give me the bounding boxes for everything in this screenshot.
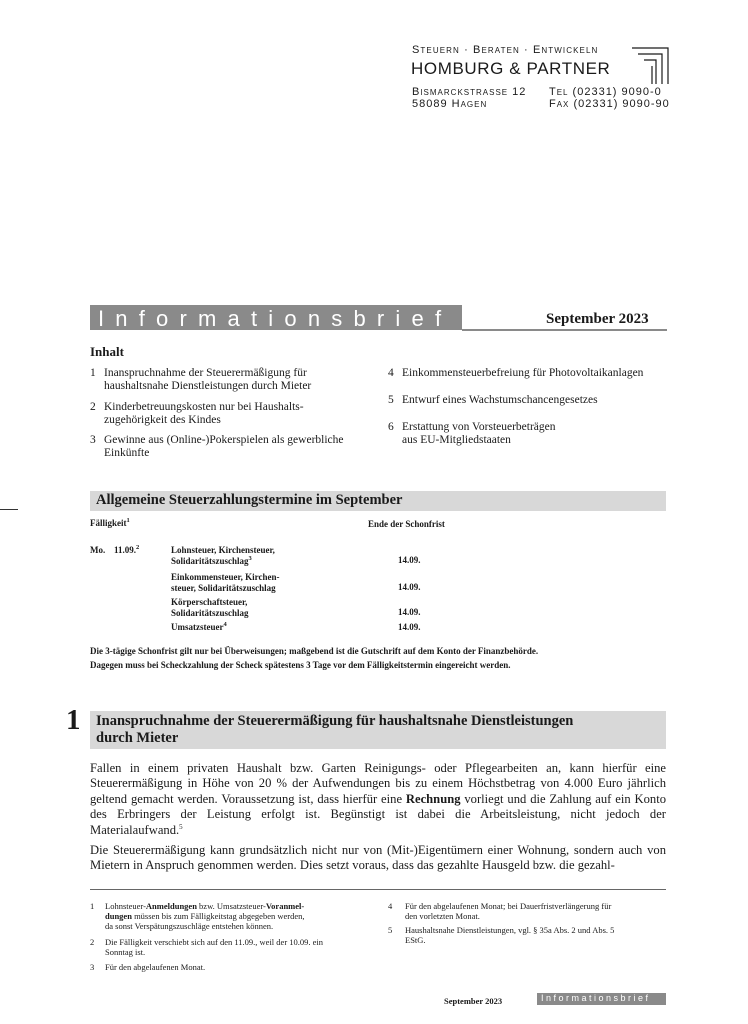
- toc-text: Inanspruchnahme der Steuerermäßigung für haushaltsnahe Dienstleistungen durch Mieter: [104, 367, 312, 392]
- toc-text: Entwurf eines Wachstumschancengesetzes: [402, 394, 598, 406]
- footnote-text: Lohnsteuer-Anmeldungen bzw. Umsatzsteuer-Voranmel- dungen müssen bis zum Fälligkeitstag abgegeben werden, da sonst Verspätungszuschläge entstehen können.: [105, 901, 305, 931]
- grace-end-date: 14.09.: [398, 607, 421, 617]
- toc-number: 1: [90, 367, 96, 379]
- toc-number: 3: [90, 434, 96, 446]
- due-date: 11.09.$^2$: [114, 544, 140, 555]
- grace-end-date: 14.09.: [398, 582, 421, 592]
- toc-number: 6: [388, 421, 394, 433]
- firm-phone: Tel (02331) 9090-0: [549, 86, 662, 98]
- article-title: Inanspruchnahme der Steuerermäßigung für haushaltsnahe Dienstleistungen durch Mieter: [96, 713, 574, 746]
- footnote-text: Die Fälligkeit verschiebt sich auf den 11.09., weil der 10.09. ein Sonntag ist.: [105, 937, 324, 957]
- fold-mark: [0, 509, 18, 510]
- grace-end-date: 14.09.: [398, 555, 421, 565]
- grace-end-date: 14.09.: [398, 622, 421, 632]
- masthead-date: September 2023: [546, 311, 649, 327]
- letterhead-tagline: Steuern · Beraten · Entwickeln: [412, 44, 599, 56]
- firm-logo-icon: [630, 44, 672, 86]
- footer-label: Informationsbrief: [541, 993, 651, 1003]
- article-paragraph: Die Steuerermäßigung kann grundsätzlich nicht nur von (Mit-)Eigentümern einer Wohnung, sondern auch von Mietern in Anspruch genommen werden. Dies setzt voraus, dass das gezahlte Hausgeld bzw. die gezahl-: [90, 843, 666, 873]
- due-day: Mo.: [90, 545, 106, 555]
- toc-text: Einkommensteuerbefreiung für Photovoltaikanlagen: [402, 367, 644, 379]
- toc-text: Erstattung von Vorsteuerbeträgen aus EU-Mitgliedstaaten: [402, 421, 556, 446]
- article-paragraph: Fallen in einem privaten Haushalt bzw. Garten Reinigungs- oder Pflegearbeiten an, kann hierfür eine Steuerermäßigung in Höhe von 20 % der Aufwendungen bis zu einem Höchstbetrag von 4.000 Euro jährlich geltend gemacht werden. Voraussetzung ist, dass hierfür eine Rechnung vorliegt und die Zahlung auf ein Konto des Erbringers der Leistung erfolgt ist. Begünstigt ist dabei die Arbeitsleistung, nicht jedoch der Materialaufwand.$^5$: [90, 761, 666, 837]
- footnote-text: Haushaltsnahe Dienstleistungen, vgl. § 35a Abs. 2 und Abs. 5 EStG.: [405, 925, 615, 945]
- toc-number: 5: [388, 394, 394, 406]
- footnote-text: Für den abgelaufenen Monat.: [105, 962, 206, 972]
- footnote-number: 2: [90, 937, 95, 947]
- tax-type: Umsatzsteuer$^4$: [171, 621, 227, 632]
- contents-heading: Inhalt: [90, 344, 124, 359]
- tax-type: Lohnsteuer, Kirchensteuer, Solidaritätszuschlag$^3$: [171, 545, 275, 566]
- masthead-title: Informationsbrief: [98, 306, 453, 331]
- footnote-number: 3: [90, 962, 95, 972]
- footnote-number: 5: [388, 925, 393, 935]
- firm-street: Bismarckstrasse 12: [412, 86, 527, 98]
- toc-number: 4: [388, 367, 394, 379]
- footnote-number: 1: [90, 901, 95, 911]
- col-header-due: Fälligkeit$^1$: [90, 517, 130, 528]
- masthead-rule: [462, 329, 667, 331]
- col-header-grace-end: Ende der Schonfrist: [368, 519, 445, 529]
- toc-text: Kinderbetreuungskosten nur bei Haushalts- zugehörigkeit des Kindes: [104, 401, 304, 426]
- toc-text: Gewinne aus (Online-)Pokerspielen als gewerbliche Einkünfte: [104, 434, 344, 459]
- tax-type: Einkommensteuer, Kirchen- steuer, Solidaritätszuschlag: [171, 572, 280, 593]
- footnote-rule: [90, 889, 666, 890]
- firm-name: HOMBURG & PARTNER: [411, 59, 611, 78]
- footnote-text: Für den abgelaufenen Monat; bei Dauerfristverlängerung für den vorletzten Monat.: [405, 901, 612, 921]
- firm-fax: Fax (02331) 9090-90: [549, 98, 670, 110]
- article-number: 1: [66, 704, 81, 736]
- footnote-number: 4: [388, 901, 393, 911]
- footer-date: September 2023: [444, 996, 503, 1006]
- firm-city: 58089 Hagen: [412, 98, 488, 110]
- tax-dates-title: Allgemeine Steuerzahlungstermine im September: [96, 492, 403, 508]
- tax-note: Dagegen muss bei Scheckzahlung der Scheck spätestens 3 Tage vor dem Fälligkeitstermin eingereicht werden.: [90, 660, 511, 670]
- tax-type: Körperschaftsteuer, Solidaritätszuschlag: [171, 597, 249, 618]
- tax-note: Die 3-tägige Schonfrist gilt nur bei Überweisungen; maßgebend ist die Gutschrift auf dem Konto der Finanzbehörde.: [90, 646, 539, 656]
- toc-number: 2: [90, 401, 96, 413]
